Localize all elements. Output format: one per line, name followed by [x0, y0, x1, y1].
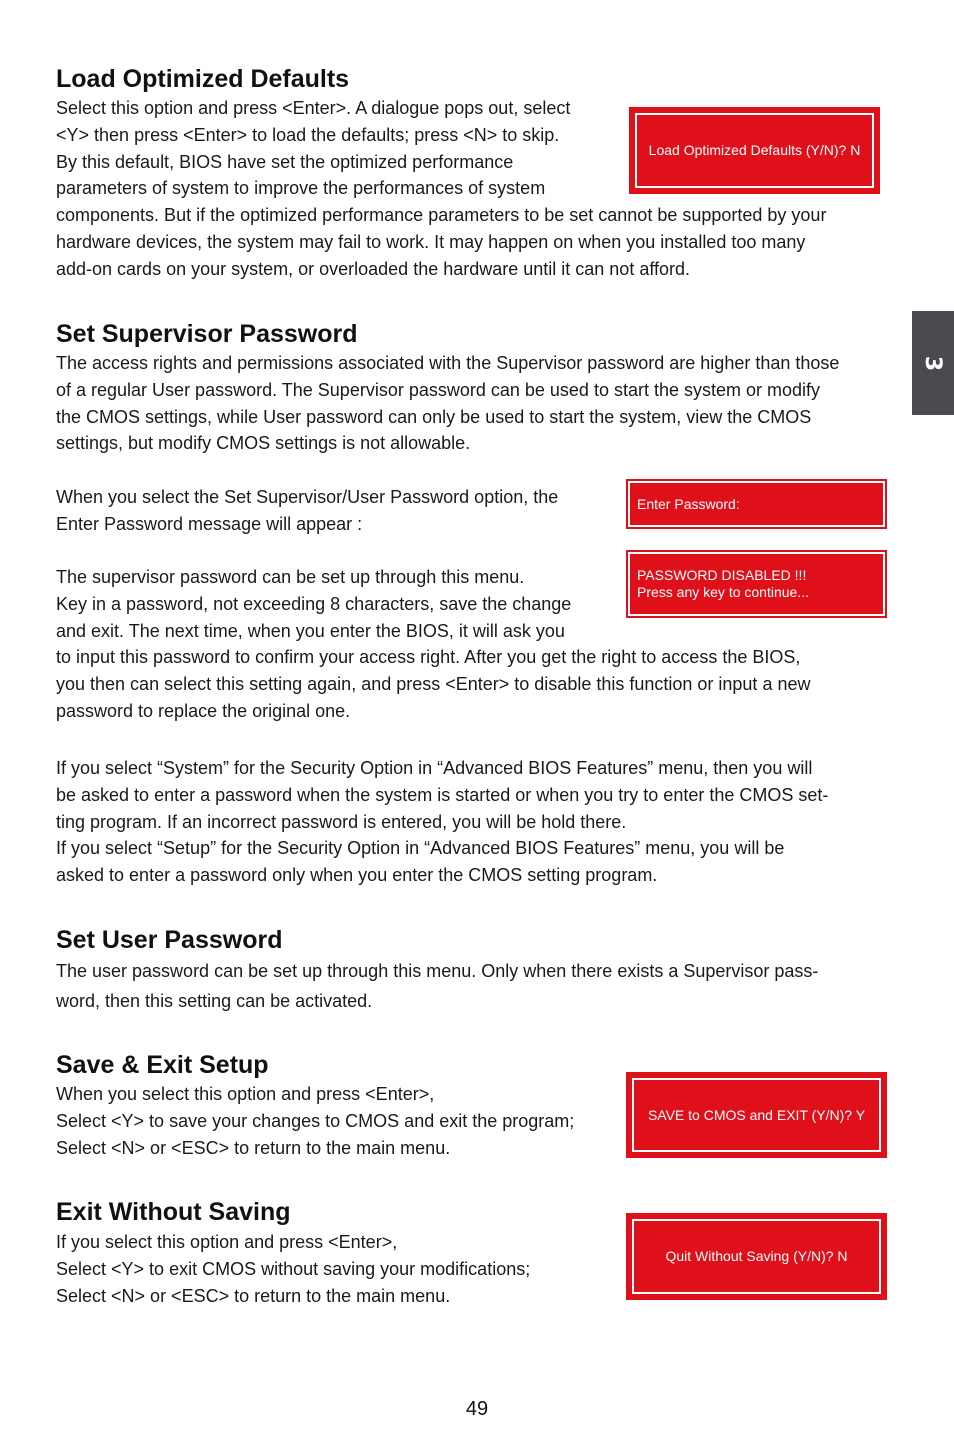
text-line: If you select this option and press <Enter>, — [56, 1232, 398, 1252]
supervisor-text-2 — [56, 484, 558, 538]
dialog-frame — [628, 552, 885, 616]
dialog-text: SAVE to CMOS and EXIT (Y/N)? Y — [647, 1106, 866, 1123]
dialog-text: Enter Password: — [637, 495, 740, 512]
text-line: of a regular User password. The Supervisor password can be used to start the system or modify — [56, 379, 821, 400]
text-line: be asked to enter a password when the system is started or when you try to enter the CMOS set- — [56, 784, 829, 805]
supervisor-text-1 — [56, 350, 839, 457]
text-line: Enter Password message will appear : — [56, 513, 363, 534]
text-line: Key in a password, not exceeding 8 characters, save the change — [56, 593, 572, 614]
text-line: When you select the Set Supervisor/User Password option, the — [56, 487, 559, 507]
text-line: parameters of system to improve the performances of system — [56, 178, 546, 199]
text-line: settings, but modify CMOS settings is not allowable. — [56, 433, 471, 454]
text-line: add-on cards on your system, or overloaded the hardware until it can not afford. — [56, 258, 691, 279]
text-line: <Y> then press <Enter> to load the defaults; press <N> to skip. — [56, 124, 560, 145]
chapter-number: 3 — [920, 355, 946, 371]
dialog-frame — [632, 1078, 881, 1152]
dialog-frame — [635, 113, 874, 188]
page-number: 49 — [465, 1398, 489, 1420]
text-line: word, then this setting can be activated. — [56, 990, 373, 1011]
text-line: The access rights and permissions associated with the Supervisor password are higher than those — [56, 353, 840, 373]
dialog-text: Press any key to continue... — [637, 584, 809, 600]
text-line: password to replace the original one. — [56, 700, 351, 721]
dialog-text: Quit Without Saving (Y/N)? N — [665, 1248, 848, 1264]
text-line: to input this password to confirm your access right. After you get the right to access the BIOS, — [56, 647, 801, 668]
save-exit-text — [56, 1081, 574, 1161]
text-line: If you select “Setup” for the Security Option in “Advanced BIOS Features” menu, you will be — [56, 838, 785, 859]
text-line: When you select this option and press <Enter>, — [56, 1084, 435, 1104]
text-line: you then can select this setting again, and press <Enter> to disable this function or input a new — [56, 674, 811, 695]
dialog-frame — [632, 1219, 881, 1294]
text-line: Select this option and press <Enter>. A dialogue pops out, select — [56, 98, 571, 118]
dialog-text: PASSWORD DISABLED !!! — [637, 567, 807, 583]
text-line: Select <Y> to exit CMOS without saving your modifications; — [56, 1258, 531, 1279]
password-disabled-dialog — [626, 550, 887, 618]
text-line: By this default, BIOS have set the optimized performance — [56, 151, 514, 172]
section-title-save-exit: Save & Exit Setup — [56, 1051, 269, 1079]
text-line: Select <Y> to save your changes to CMOS and exit the program; — [56, 1110, 575, 1131]
quit-without-saving-dialog — [626, 1213, 887, 1300]
text-line: ting program. If an incorrect password is entered, you will be hold there. — [56, 811, 627, 832]
chapter-tab — [912, 311, 954, 415]
dialog-text: Load Optimized Defaults (Y/N)? N — [648, 142, 861, 158]
text-line: The user password can be set up through this menu. Only when there exists a Supervisor pass- — [56, 961, 819, 981]
save-exit-dialog — [626, 1072, 887, 1158]
exit-without-saving-text — [56, 1229, 530, 1309]
text-line: asked to enter a password only when you enter the CMOS setting program. — [56, 865, 658, 886]
text-line: Select <N> or <ESC> to return to the main menu. — [56, 1137, 451, 1158]
text-line: and exit. The next time, when you enter the BIOS, it will ask you — [56, 620, 565, 641]
text-line: If you select “System” for the Security Option in “Advanced BIOS Features” menu, then you will — [56, 758, 813, 778]
section-title-exit-without-saving: Exit Without Saving — [56, 1198, 291, 1226]
user-password-text — [56, 958, 818, 1015]
supervisor-text-4 — [56, 755, 828, 889]
section-title-supervisor-password: Set Supervisor Password — [56, 320, 358, 348]
section-title-load-defaults: Load Optimized Defaults — [56, 65, 350, 93]
section-title-user-password: Set User Password — [56, 926, 283, 954]
dialog-text-block — [637, 567, 809, 601]
text-line: Select <N> or <ESC> to return to the main menu. — [56, 1285, 451, 1306]
text-line: The supervisor password can be set up through this menu. — [56, 567, 525, 587]
text-line: components. But if the optimized performance parameters to be set cannot be supported by your — [56, 205, 827, 226]
text-line: hardware devices, the system may fail to work. It may happen on when you installed too many — [56, 231, 806, 252]
dialog-frame — [628, 481, 885, 527]
enter-password-dialog — [626, 479, 887, 529]
load-defaults-dialog — [629, 107, 880, 194]
text-line: the CMOS settings, while User password can only be used to start the system, view the CMOS — [56, 406, 812, 427]
